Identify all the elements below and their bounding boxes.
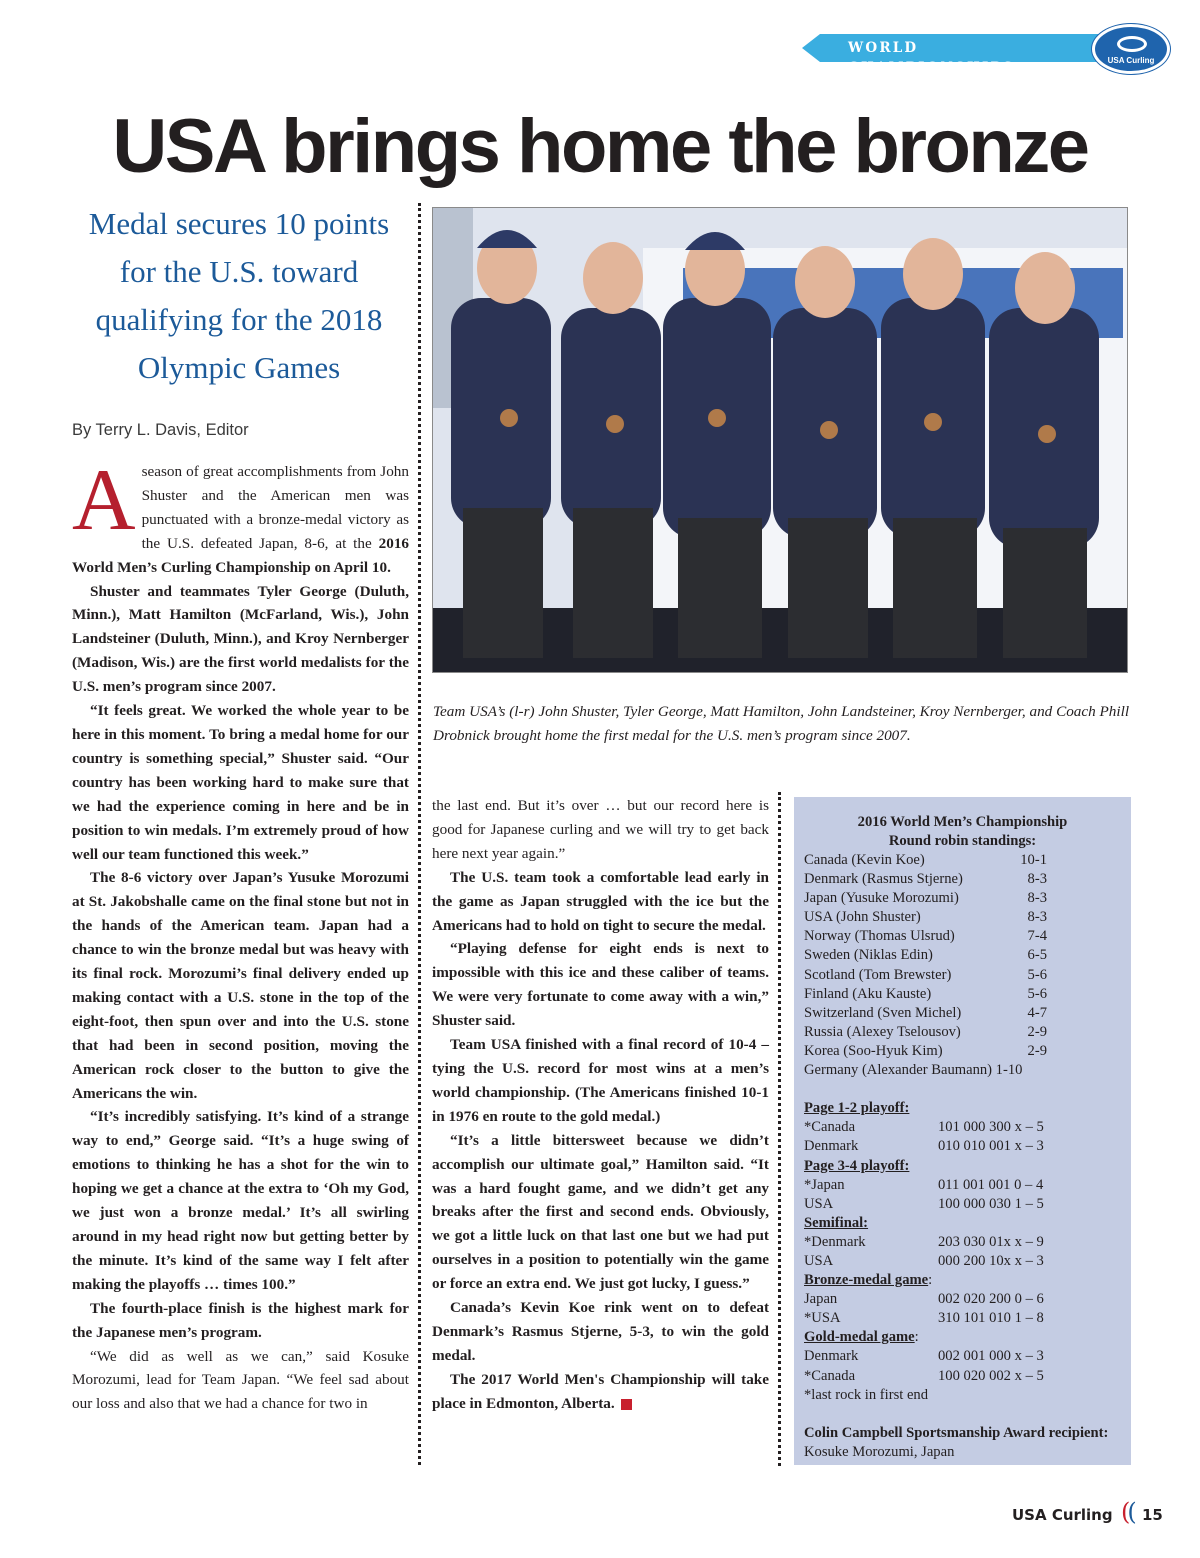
standing-team: Scotland (Tom Brewster) (804, 966, 952, 983)
sidebar-rows (804, 851, 1124, 1462)
game-team: *USA (804, 1310, 841, 1327)
game-score: 100 000 030 1 – 5 (938, 1195, 1044, 1212)
photo-caption: Team USA’s (l-r) John Shuster, Tyler George, Matt Hamilton, John Landsteiner, Kroy Nernberger, and Coach Phill Drobnick brought home the first medal for the U.S. men’s program since 2007. (433, 703, 1130, 744)
standing-record: 10-1 (1020, 852, 1047, 868)
subhead-line: Medal secures 10 points (88, 206, 390, 241)
usa-curling-logo (1092, 24, 1170, 74)
standing-row (804, 889, 1124, 908)
game-heading (804, 1328, 1124, 1347)
team-photo-illustration (433, 208, 1128, 673)
standing-team: Canada (Kevin Koe) (804, 852, 925, 868)
standing-record: 2-9 (1027, 1023, 1047, 1040)
game-team: USA (804, 1195, 834, 1212)
article-column-2 (432, 794, 769, 1416)
game-score: 011 001 001 0 – 4 (938, 1176, 1044, 1193)
article-column-1 (72, 452, 409, 1416)
game-row (804, 1233, 1124, 1252)
standing-row (804, 1042, 1124, 1061)
standing-record: 4-7 (1027, 1004, 1047, 1021)
standing-record: 8-3 (1027, 909, 1047, 926)
award-label: Colin Campbell Sportsmanship Award recipient: (804, 1424, 1109, 1441)
game-row (804, 1195, 1124, 1214)
standing-row (804, 1061, 1124, 1080)
game-heading-suffix: : (914, 1329, 919, 1346)
game-team: *Denmark (804, 1233, 866, 1250)
game-heading-text: Gold-medal game (804, 1329, 915, 1346)
award-label-row (804, 1424, 1124, 1443)
game-score: 002 001 000 x – 3 (938, 1348, 1044, 1365)
article-paragraph (72, 452, 409, 580)
standing-team: Norway (Thomas Ulsrud) (804, 928, 955, 945)
footnote-text: *last rock in first end (804, 1386, 929, 1403)
standing-record: 8-3 (1027, 890, 1047, 907)
standing-team: Russia (Alexey Tselousov) (804, 1023, 961, 1040)
standing-record: 8-3 (1027, 871, 1047, 888)
game-team: *Canada (804, 1119, 856, 1136)
game-row (804, 1309, 1124, 1328)
game-heading (804, 1214, 1124, 1233)
paragraph-text: season of great accomplishments from John Shuster and the American men was punctuated with a bronze-medal victory as the U.S. defeated Japan, 8-6, at the (141, 463, 409, 552)
standing-record: 2-9 (1027, 1042, 1047, 1059)
standing-record: 6-5 (1027, 947, 1047, 964)
article-paragraph: The 8-6 victory over Japan’s Yusuke Morozumi at St. Jakobshalle came on the final stone but not in the hands of the American team. Japan had a chance to win the bronze medal but was heavy with its final rock. Morozumi’s final delivery ended up making contact with a U.S. stone in the top of the eight-foot, then spun over and into the U.S. stone that had been in second position, moving the American rock closer to the button to give the Americans the win. (72, 869, 409, 1102)
footer-brand: USA Curling (1012, 1506, 1113, 1524)
sidebar-title-line: 2016 World Men’s Championship (857, 814, 1068, 830)
game-row (804, 1347, 1124, 1366)
standing-team: Sweden (Niklas Edin) (804, 947, 933, 964)
closing-text: The 2017 World Men's Championship will take place in Edmonton, Alberta. (432, 1370, 769, 1412)
game-score: 000 200 10x x – 3 (938, 1252, 1044, 1269)
game-score: 010 010 001 x – 3 (938, 1138, 1044, 1155)
game-score: 310 101 010 1 – 8 (938, 1310, 1044, 1327)
article-paragraph: The U.S. team took a comfortable lead early in the game as Japan struggled with the ice but the Americans had to hold on tight to secure the medal. (432, 868, 769, 934)
game-team: Denmark (804, 1138, 859, 1155)
section-label: WORLD CHAMPIONSHIPS (848, 40, 1015, 76)
article-paragraph: Team USA finished with a final record of 10-4 – tying the U.S. record for most wins at a men’s world championship. (The Americans finished 10-1 in 1976 en route to the gold medal.) (432, 1036, 769, 1125)
game-team: *Japan (804, 1176, 845, 1193)
standing-row (804, 946, 1124, 965)
game-heading-text: Page 1-2 playoff: (804, 1100, 910, 1117)
spacer (804, 1080, 1124, 1099)
game-heading-text: Semifinal: (804, 1214, 869, 1231)
end-mark-icon (621, 1399, 632, 1410)
drop-cap: A (72, 452, 136, 549)
standing-team: Switzerland (Sven Michel) (804, 1004, 962, 1021)
article-paragraph: The fourth-place finish is the highest mark for the Japanese men’s program. (72, 1299, 409, 1341)
game-row (804, 1176, 1124, 1195)
article-paragraph: the last end. But it’s over … but our record here is good for Japanese curling and we will try to get back here next year again.” (432, 797, 769, 862)
standing-team: Finland (Aku Kauste) (804, 985, 932, 1002)
article-paragraph (432, 1368, 769, 1416)
page-number: 15 (1142, 1506, 1163, 1524)
team-photo (432, 207, 1128, 673)
article-paragraph: “Playing defense for eight ends is next to impossible with this ice and these caliber of teams. We were very fortunate to come away with a win,” Shuster said. (432, 940, 769, 1030)
article-paragraph: Shuster and teammates Tyler George (Duluth, Minn.), Matt Hamilton (McFarland, Wis.), John Landsteiner (Duluth, Minn.), and Kroy Nernberger (Madison, Wis.) are the first world medalists for the U.S. men’s program since 2007. (72, 582, 409, 696)
standing-row (804, 1023, 1124, 1042)
standing-team: Japan (Yusuke Morozumi) (804, 890, 959, 907)
game-heading-text: Bronze-medal game (804, 1272, 929, 1289)
subhead-line: qualifying for the 2018 (95, 302, 383, 337)
standing-record: 5-6 (1027, 966, 1047, 983)
standing-record: 7-4 (1027, 928, 1047, 945)
award-recipient-row (804, 1443, 1124, 1462)
game-heading-text: Page 3-4 playoff: (804, 1157, 910, 1174)
standing-row (804, 966, 1124, 985)
game-row (804, 1290, 1124, 1309)
standing-row (804, 908, 1124, 927)
game-heading (804, 1099, 1124, 1118)
byline: By Terry L. Davis, Editor (72, 421, 249, 439)
standing-record: 5-6 (1027, 985, 1047, 1002)
game-row (804, 1367, 1124, 1386)
game-heading (804, 1157, 1124, 1176)
paragraph-bold-text: 2016 World Men’s Curling Championship on April 10. (72, 534, 409, 576)
game-row (804, 1137, 1124, 1156)
article-paragraph: “It feels great. We worked the whole year to be here in this moment. To bring a medal home for our country is something special,” Shuster said. “Our country has been working hard to make sure that we had the experience coming in here and be in position to win medals. I’m extremely proud of how well our team functioned this week.” (72, 702, 409, 863)
footer-ornament-icon: (( (1121, 1498, 1134, 1526)
game-score: 101 000 300 x – 5 (938, 1119, 1044, 1136)
standing-team: Germany (Alexander Baumann) 1-10 (804, 1062, 1023, 1079)
game-team: Denmark (804, 1348, 859, 1365)
article-paragraph: “We did as well as we can,” said Kosuke Morozumi, lead for Team Japan. “We feel sad about our loss and also that we had a chance for two in (72, 1347, 409, 1413)
game-team: *Canada (804, 1367, 856, 1384)
standing-row (804, 927, 1124, 946)
standing-row (804, 1004, 1124, 1023)
footnote (804, 1386, 1124, 1405)
subhead-line: for the U.S. toward (119, 254, 359, 289)
sidebar-title-line: Round robin standings: (888, 833, 1037, 849)
results-sidebar (794, 797, 1131, 1465)
column-divider (778, 792, 781, 1466)
logo-text: USA Curling (1107, 56, 1155, 65)
article-paragraph: “It’s a little bittersweet because we didn’t accomplish our ultimate goal,” Hamilton said. “It was a hard fought game, and we didn’t get any breaks after the first and second ends. Obviously, we got a little luck on that last one but we had put ourselves in a position to potentially win the game or force an extra end. We just got lucky, I guess.” (432, 1131, 769, 1293)
article-paragraph: “It’s incredibly satisfying. It’s kind of a strange way to end,” George said. “It’s a huge swing of emotions to thinking he has a shot for the win to hoping we get a chance at the extra to ‘Oh my God, we just won a bronze medal.’ It’s all swirling around in my head right now but getting better by the minute. It’s kind of the same way I felt after making the playoffs … times 100.” (72, 1108, 409, 1293)
subhead-line: Olympic Games (137, 350, 341, 385)
game-heading-suffix: : (928, 1272, 933, 1289)
standing-team: USA (John Shuster) (804, 909, 921, 926)
standing-team: Korea (Soo-Hyuk Kim) (804, 1042, 943, 1059)
standing-row (804, 851, 1124, 870)
game-score: 100 020 002 x – 5 (938, 1367, 1044, 1384)
sidebar-title (794, 813, 1131, 851)
spacer (804, 1405, 1124, 1424)
standing-team: Denmark (Rasmus Stjerne) (804, 871, 963, 888)
standing-row (804, 870, 1124, 889)
game-row (804, 1118, 1124, 1137)
headline: USA brings home the bronze (112, 104, 1088, 189)
standing-row (804, 985, 1124, 1004)
game-row (804, 1252, 1124, 1271)
game-heading (804, 1271, 1124, 1290)
subhead (64, 200, 414, 392)
game-team: USA (804, 1252, 834, 1269)
game-team: Japan (804, 1291, 838, 1308)
article-paragraph: Canada’s Kevin Koe rink went on to defeat Denmark’s Rasmus Stjerne, 5-3, to win the gold medal. (432, 1299, 769, 1364)
award-recipient: Kosuke Morozumi, Japan (804, 1443, 955, 1460)
game-score: 002 020 200 0 – 6 (938, 1291, 1044, 1308)
column-divider (418, 203, 421, 1465)
game-score: 203 030 01x x – 9 (938, 1233, 1044, 1250)
curling-stone-icon (1117, 36, 1147, 52)
